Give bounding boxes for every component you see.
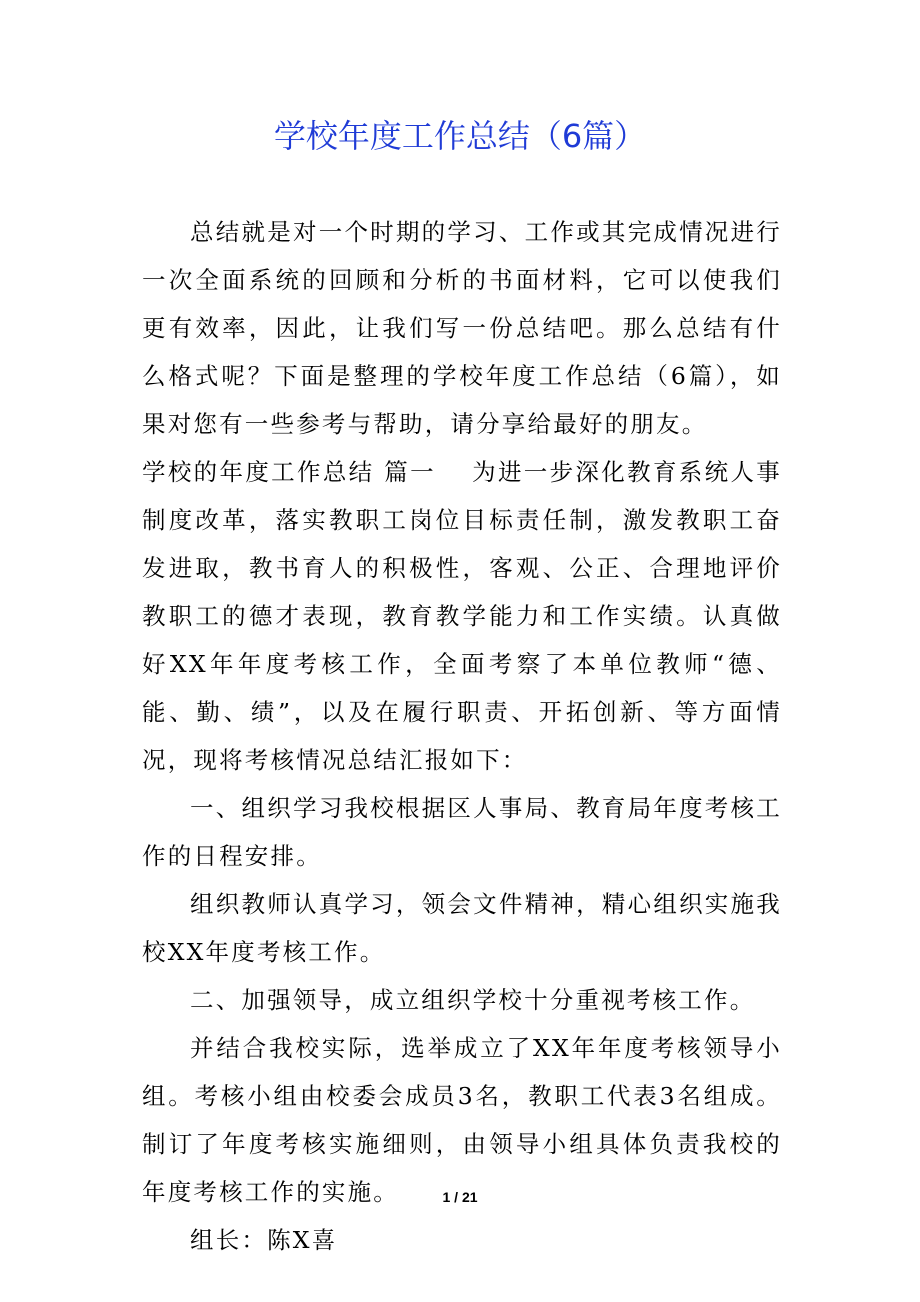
document-title: 学校年度工作总结（6篇） [273,117,647,155]
document-body [142,208,782,1264]
paragraph-4: 并结合我校实际，选举成立了XX年年度考核领导小组。考核小组由校委会成员3名，教职工代表3名组成。制订了年度考核实施细则，由领导小组具体负责我校的年度考核工作的实施。 [142,1034,782,1206]
paragraph-5: 组长：陈X喜 [190,1226,338,1254]
paragraph-2: 组织教师认真学习，领会文件精神，精心组织实施我校XX年度考核工作。 [142,890,782,966]
section-paragraph [142,448,782,784]
section-lead-text: 为进一步深化教育系统人事制度改革，落实教职工岗位目标责任制，激发教职工奋发进取，教书育人的积极性，客观、公正、合理地评价教职工的德才表现，教育教学能力和工作实绩。认真做好XX年年度考核工作，全面考察了本单位教师“德、能、勤、绩”，以及在履行职责、开拓创新、等方面情况，现将考核情况总结汇报如下： [142,458,782,774]
paragraph-1: 一、组织学习我校根据区人事局、教育局年度考核工作的日程安排。 [142,794,782,870]
section-heading: 学校的年度工作总结 篇一 [142,458,436,486]
page-number: 1 / 21 [442,1189,478,1205]
paragraph-3: 二、加强领导，成立组织学校十分重视考核工作。 [190,986,756,1014]
intro-paragraph: 总结就是对一个时期的学习、工作或其完成情况进行一次全面系统的回顾和分析的书面材料，它可以使我们更有效率，因此，让我们写一份总结吧。那么总结有什么格式呢？下面是整理的学校年度工作总结（6篇），如果对您有一些参考与帮助，请分享给最好的朋友。 [142,218,782,438]
